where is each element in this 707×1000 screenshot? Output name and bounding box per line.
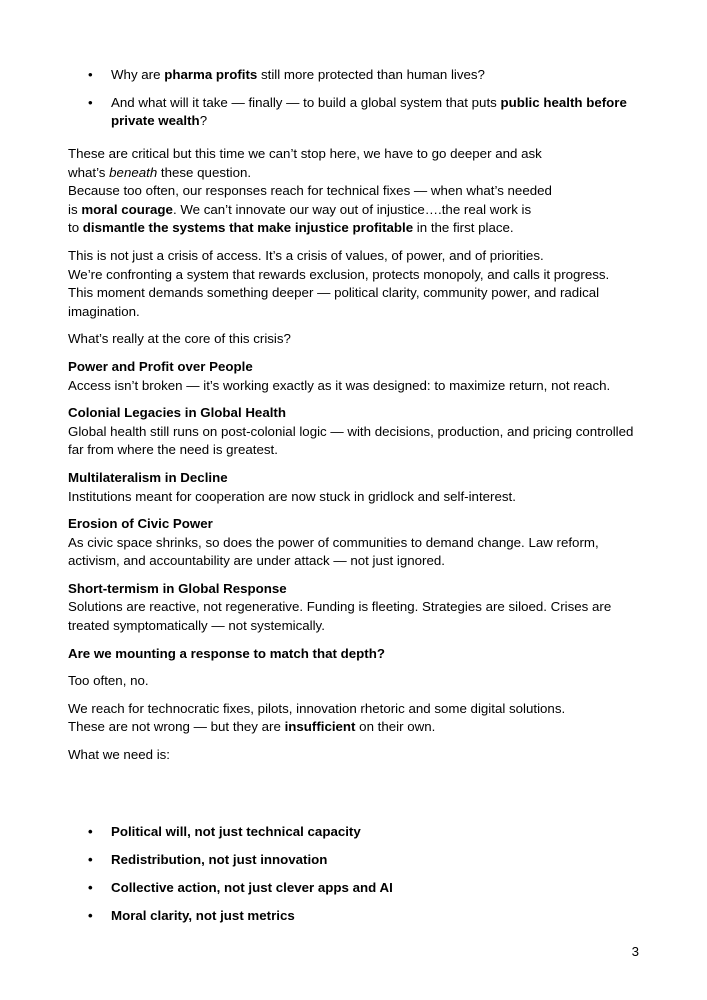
bullet-item: • Why are pharma profits still more protected than human lives? [0, 66, 707, 85]
paragraph-deeper: These are critical but this time we can’t stop here, we have to go deeper and ask what’s beneath these question. Because too often, our responses reach for technical fixes — when what’s needed is moral courage. We can’t innovate our way out of injustice….the real work is to dismantle the systems that make injustice profitable in the first place. [68, 146, 552, 236]
section-text: Global health still runs on post-colonial logic — with decisions, production, and pricing controlled far from where the need is greatest. [68, 423, 634, 458]
section-text: Institutions meant for cooperation are now stuck in gridlock and self-interest. [68, 488, 516, 504]
paragraph-reach: We reach for technocratic fixes, pilots, innovation rhetoric and some digital solutions. These are not wrong — but they are insufficient on their own. [68, 700, 566, 735]
page-number: 3 [631, 944, 639, 959]
section-multilateralism [68, 469, 648, 506]
what-we-need: What we need is: [68, 747, 170, 763]
section-heading: Power and Profit over People [68, 358, 253, 374]
needs-bullet-list [0, 823, 707, 935]
section-text: Access isn’t broken — it’s working exactly as it was designed: to maximize return, not reach. [68, 377, 611, 393]
bullet-dot: • [88, 852, 93, 867]
bullet-dot: • [88, 880, 93, 895]
section-civic-power [68, 515, 648, 571]
core-question: What’s really at the core of this crisis? [68, 331, 291, 347]
section-short-termism [68, 580, 648, 636]
section-heading: Multilateralism in Decline [68, 469, 228, 485]
bullet-dot: • [88, 67, 93, 82]
body-text [68, 145, 648, 765]
section-text: As civic space shrinks, so does the power of communities to demand change. Law reform, activism, and accountability are under attack — not just ignored. [68, 534, 599, 569]
too-often: Too often, no. [68, 673, 149, 689]
need-item: • Moral clarity, not just metrics [0, 907, 707, 935]
bullet-dot: • [88, 824, 93, 839]
bullet-dot: • [88, 908, 93, 923]
mounting-question: Are we mounting a response to match that depth? [68, 645, 385, 661]
question-bullet-list [0, 66, 707, 140]
paragraph-crisis: This is not just a crisis of access. It’s a crisis of values, of power, and of priorities. We’re confronting a system that rewards exclusion, protects monopoly, and calls it progress. This moment demands something deeper — political clarity, community power, and radical imagination. [68, 247, 610, 319]
need-item: • Redistribution, not just innovation [0, 851, 707, 879]
bullet-dot: • [88, 94, 93, 110]
need-item: • Collective action, not just clever apps and AI [0, 879, 707, 907]
section-colonial-legacies [68, 404, 648, 460]
section-heading: Colonial Legacies in Global Health [68, 405, 286, 421]
section-heading: Short-termism in Global Response [68, 580, 287, 596]
need-item: • Political will, not just technical capacity [0, 823, 707, 851]
section-text: Solutions are reactive, not regenerative. Funding is fleeting. Strategies are siloed. Crises are treated symptomatically — not systemically. [68, 599, 612, 634]
bullet-item: • And what will it take — finally — to build a global system that puts public health before private wealth? [88, 94, 627, 129]
section-power-profit [68, 358, 648, 395]
section-heading: Erosion of Civic Power [68, 516, 213, 532]
